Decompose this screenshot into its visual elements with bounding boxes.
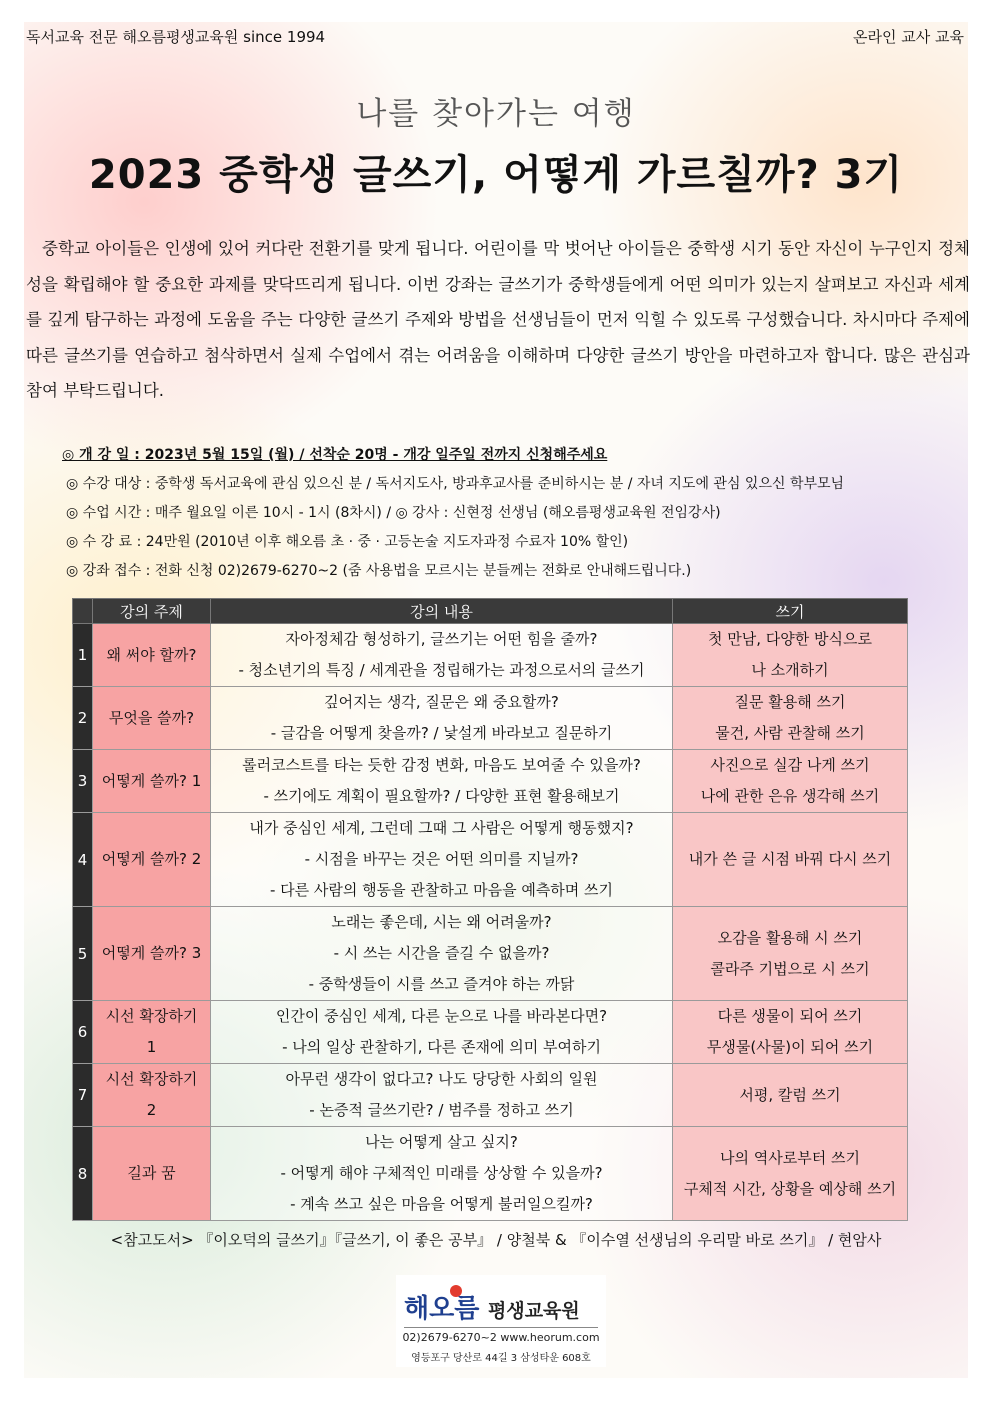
page-title: 2023 중학생 글쓰기, 어떻게 가르칠까? 3기 bbox=[88, 152, 904, 198]
table-row bbox=[73, 1127, 908, 1221]
row-number: 2 bbox=[73, 687, 93, 750]
row-number: 6 bbox=[73, 1001, 93, 1064]
table-row bbox=[73, 1001, 908, 1064]
reference-books: <참고도서> 『이오덕의 글쓰기』『글쓰기, 이 좋은 공부』 / 양철북 & 『이수열 선생님의 우리말 바로 쓰기』 / 현암사 bbox=[110, 1231, 882, 1249]
row-topic: 어떻게 쓸까? 3 bbox=[93, 907, 211, 1001]
row-topic: 무엇을 쓸까? bbox=[93, 687, 211, 750]
logo-text: 평생교육원 bbox=[488, 1300, 580, 1322]
row-write: 오감을 활용해 시 쓰기 콜라주 기법으로 시 쓰기 bbox=[673, 907, 908, 1001]
row-content: 자아정체감 형성하기, 글쓰기는 어떤 힘을 줄까? - 청소년기의 특징 / 세계관을 정립해가는 과정으로서의 글쓰기 bbox=[211, 624, 673, 687]
header-num bbox=[73, 599, 93, 624]
row-write: 내가 쓴 글 시점 바꿔 다시 쓰기 bbox=[673, 813, 908, 907]
row-write: 나의 역사로부터 쓰기 구체적 시간, 상황을 예상해 쓰기 bbox=[673, 1127, 908, 1221]
table-header-row bbox=[73, 599, 908, 624]
row-write: 사진으로 실감 나게 쓰기 나에 관한 은유 생각해 쓰기 bbox=[673, 750, 908, 813]
row-number: 7 bbox=[73, 1064, 93, 1127]
row-content: 내가 중심인 세계, 그런데 그때 그 사람은 어떻게 행동했지? - 시점을 바꾸는 것은 어떤 의미를 지닐까? - 다른 사람의 행동을 관찰하고 마음을 예측하며 쓰기 bbox=[211, 813, 673, 907]
row-number: 8 bbox=[73, 1127, 93, 1221]
row-content: 아무런 생각이 없다고? 나도 당당한 사회의 일원 - 논증적 글쓰기란? / 범주를 정하고 쓰기 bbox=[211, 1064, 673, 1127]
table-row bbox=[73, 1064, 908, 1127]
table-row bbox=[73, 907, 908, 1001]
course-info bbox=[62, 441, 942, 586]
table-row bbox=[73, 624, 908, 687]
info-target: ◎ 수강 대상 : 중학생 독서교육에 관심 있으신 분 / 독서지도사, 방과후교사를 준비하시는 분 / 자녀 지도에 관심 있으신 학부모님 bbox=[66, 476, 845, 492]
row-write: 서평, 칼럼 쓰기 bbox=[673, 1064, 908, 1127]
logo-address: 영등포구 당산로 44길 3 삼성타운 608호 bbox=[411, 1353, 591, 1364]
page-subtitle: 나를 찾아가는 여행 bbox=[356, 96, 636, 132]
row-write: 다른 생물이 되어 쓰기 무생물(사물)이 되어 쓰기 bbox=[673, 1001, 908, 1064]
header-content: 강의 내용 bbox=[211, 599, 673, 624]
header-topic: 강의 주제 bbox=[93, 599, 211, 624]
header-organization: 독서교육 전문 해오름평생교육원 since 1994 bbox=[26, 28, 326, 46]
row-topic: 시선 확장하기 1 bbox=[93, 1001, 211, 1064]
info-fee: ◎ 수 강 료 : 24만원 (2010년 이후 해오름 초 · 중 · 고등논술 지도자과정 수료자 10% 할인) bbox=[66, 534, 629, 550]
svg-text:해오름: 해오름 bbox=[404, 1294, 480, 1323]
logo-contact: 02)2679-6270~2 www.heorum.com bbox=[402, 1331, 600, 1344]
row-content: 나는 어떻게 살고 싶지? - 어떻게 해야 구체적인 미래를 상상할 수 있을까? - 계속 쓰고 싶은 마음을 어떻게 불러일으킬까? bbox=[211, 1127, 673, 1221]
intro-paragraph: 중학교 아이들은 인생에 있어 커다란 전환기를 맞게 됩니다. 어린이를 막 벗어난 아이들은 중학생 시기 동안 자신이 누구인지 정체성을 확립해야 할 중요한 과제를 맞닥뜨리게 됩니다. 이번 강좌는 글쓰기가 중학생들에게 어떤 의미가 있는지 살펴보고 자신과 세계를 깊게 탐구하는 과정에 도움을 주는 다양한 글쓰기 주제와 방법을 선생님들이 먼저 익힐 수 있도록 구성했습니다. 차시마다 주제에 따른 글쓰기를 연습하고 첨삭하면서 실제 수업에서 겪는 어려움을 이해하며 다양한 글쓰기 방안을 마련하고자 합니다. 많은 관심과 참여 부탁드립니다. bbox=[26, 239, 970, 400]
row-topic: 시선 확장하기 2 bbox=[93, 1064, 211, 1127]
row-write: 질문 활용해 쓰기 물건, 사람 관찰해 쓰기 bbox=[673, 687, 908, 750]
table-row bbox=[73, 687, 908, 750]
heorum-logo-icon bbox=[404, 1283, 484, 1323]
row-topic: 어떻게 쓸까? 2 bbox=[93, 813, 211, 907]
row-number: 3 bbox=[73, 750, 93, 813]
row-number: 5 bbox=[73, 907, 93, 1001]
info-schedule: ◎ 수업 시간 : 매주 월요일 이른 10시 - 1시 (8차시) / ◎ 강사 : 신현정 선생님 (해오름평생교육원 전임강사) bbox=[66, 505, 721, 521]
row-topic: 왜 써야 할까? bbox=[93, 624, 211, 687]
lecture-table bbox=[72, 598, 908, 1221]
row-content: 롤러코스트를 타는 듯한 감정 변화, 마음도 보여줄 수 있을까? - 쓰기에도 계획이 필요할까? / 다양한 표현 활용해보기 bbox=[211, 750, 673, 813]
row-write: 첫 만남, 다양한 방식으로 나 소개하기 bbox=[673, 624, 908, 687]
info-start-date: ◎ 개 강 일 : 2023년 5월 15일 (월) / 선착순 20명 - 개강 일주일 전까지 신청해주세요 bbox=[62, 447, 608, 463]
institute-logo bbox=[396, 1275, 606, 1367]
header-write: 쓰기 bbox=[673, 599, 908, 624]
row-content: 인간이 중심인 세계, 다른 눈으로 나를 바라본다면? - 나의 일상 관찰하기, 다른 존재에 의미 부여하기 bbox=[211, 1001, 673, 1064]
info-registration: ◎ 강좌 접수 : 전화 신청 02)2679-6270~2 (줌 사용법을 모르시는 분들께는 전화로 안내해드립니다.) bbox=[66, 563, 692, 579]
row-topic: 어떻게 쓸까? 1 bbox=[93, 750, 211, 813]
table-row bbox=[73, 750, 908, 813]
row-content: 깊어지는 생각, 질문은 왜 중요할까? - 글감을 어떻게 찾을까? / 낯설게 바라보고 질문하기 bbox=[211, 687, 673, 750]
logo-divider bbox=[404, 1327, 598, 1328]
table-row bbox=[73, 813, 908, 907]
row-content: 노래는 좋은데, 시는 왜 어려울까? - 시 쓰는 시간을 즐길 수 없을까? - 중학생들이 시를 쓰고 즐겨야 하는 까닭 bbox=[211, 907, 673, 1001]
row-topic: 길과 꿈 bbox=[93, 1127, 211, 1221]
header-category: 온라인 교사 교육 bbox=[853, 28, 964, 46]
row-number: 1 bbox=[73, 624, 93, 687]
row-number: 4 bbox=[73, 813, 93, 907]
